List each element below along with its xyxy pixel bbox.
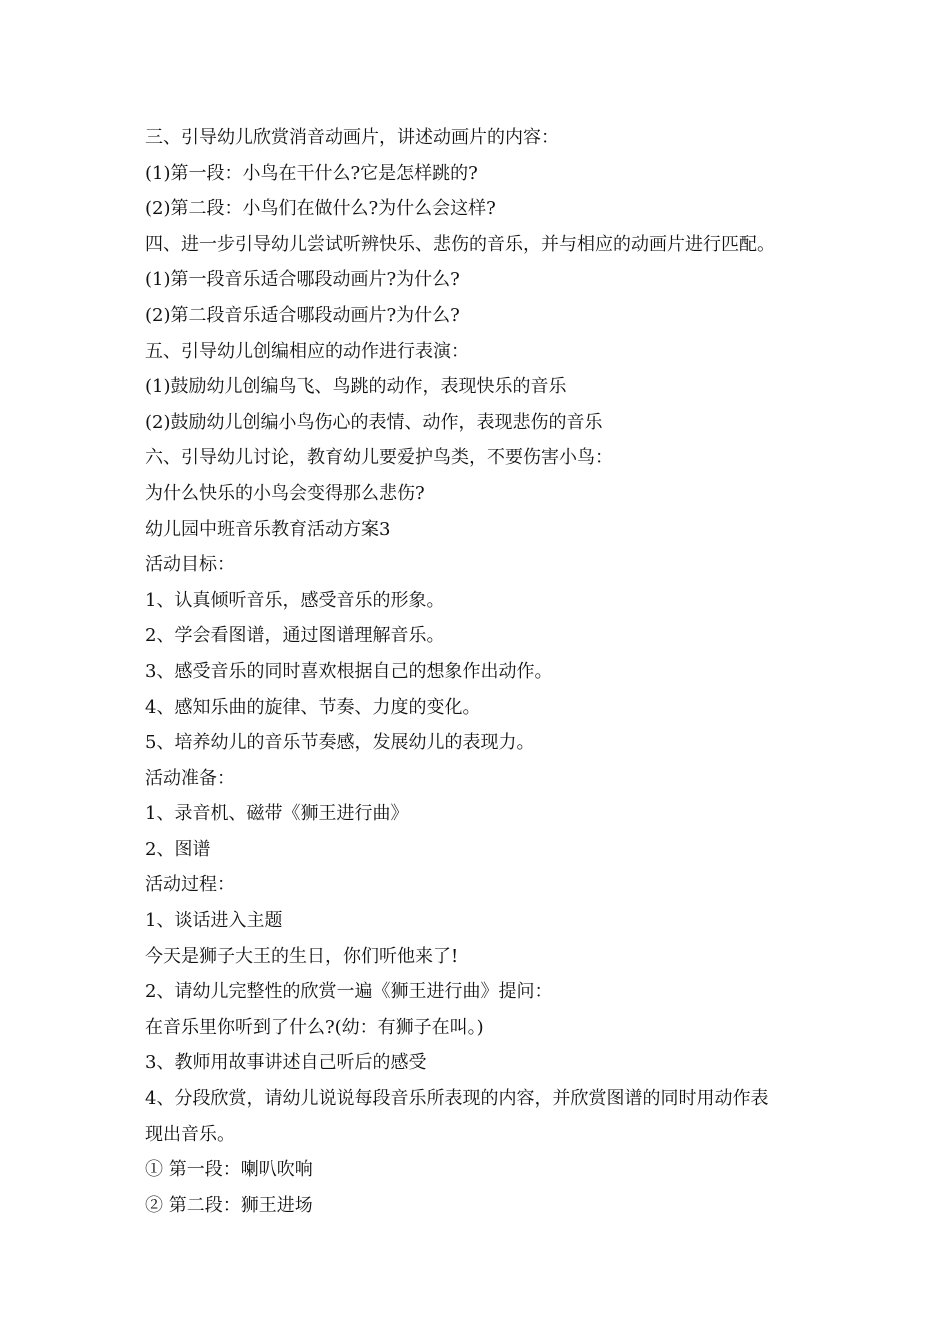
list-item: 2、图谱	[145, 838, 211, 860]
section-heading-5: 五、引导幼儿创编相应的动作进行表演：	[145, 340, 469, 362]
text-line: 现出音乐。	[145, 1123, 235, 1145]
plan-title: 幼儿园中班音乐教育活动方案3	[145, 518, 391, 540]
text-line: (1)鼓励幼儿创编鸟飞、鸟跳的动作，表现快乐的音乐	[145, 376, 567, 398]
text-line: (2)鼓励幼儿创编小鸟伤心的表情、动作，表现悲伤的音乐	[145, 411, 603, 433]
section-heading-6: 六、引导幼儿讨论，教育幼儿要爱护鸟类，不要伤害小鸟：	[145, 447, 613, 469]
section-heading-4: 四、进一步引导幼儿尝试听辨快乐、悲伤的音乐，并与相应的动画片进行匹配。	[145, 233, 775, 255]
list-item: 1、录音机、磁带《狮王进行曲》	[145, 803, 409, 825]
text-line: (1)第一段：小鸟在干什么?它是怎样跳的?	[145, 162, 478, 184]
list-item: 2、请幼儿完整性的欣赏一遍《狮王进行曲》提问：	[145, 981, 553, 1003]
text-line: (2)第二段音乐适合哪段动画片?为什么?	[145, 304, 460, 326]
text-line: (1)第一段音乐适合哪段动画片?为什么?	[145, 269, 460, 291]
text-line: 为什么快乐的小鸟会变得那么悲伤?	[145, 482, 425, 504]
section-heading-3: 三、引导幼儿欣赏消音动画片，讲述动画片的内容：	[145, 127, 559, 148]
list-item: 1、认真倾听音乐，感受音乐的形象。	[145, 589, 445, 611]
document-body	[145, 120, 825, 1223]
list-item: ① 第一段：喇叭吹响	[145, 1159, 313, 1181]
list-item: ② 第二段：狮王进场	[145, 1194, 313, 1216]
text-line: (2)第二段：小鸟们在做什么?为什么会这样?	[145, 198, 496, 220]
text-line: 在音乐里你听到了什么?(幼：有狮子在叫。)	[145, 1016, 484, 1038]
list-item: 2、学会看图谱，通过图谱理解音乐。	[145, 625, 445, 647]
text-line: 今天是狮子大王的生日，你们听他来了!	[145, 945, 459, 967]
list-item: 4、感知乐曲的旋律、节奏、力度的变化。	[145, 696, 481, 718]
list-item: 5、培养幼儿的音乐节奏感，发展幼儿的表现力。	[145, 732, 535, 754]
activity-process-heading: 活动过程：	[145, 874, 235, 896]
list-item: 3、感受音乐的同时喜欢根据自己的想象作出动作。	[145, 660, 553, 682]
list-item: 4、分段欣赏，请幼儿说说每段音乐所表现的内容，并欣赏图谱的同时用动作表	[145, 1088, 769, 1110]
list-item: 3、教师用故事讲述自己听后的感受	[145, 1052, 427, 1074]
activity-prep-heading: 活动准备：	[145, 767, 235, 789]
activity-goals-heading: 活动目标：	[145, 554, 235, 576]
list-item: 1、谈话进入主题	[145, 910, 283, 932]
